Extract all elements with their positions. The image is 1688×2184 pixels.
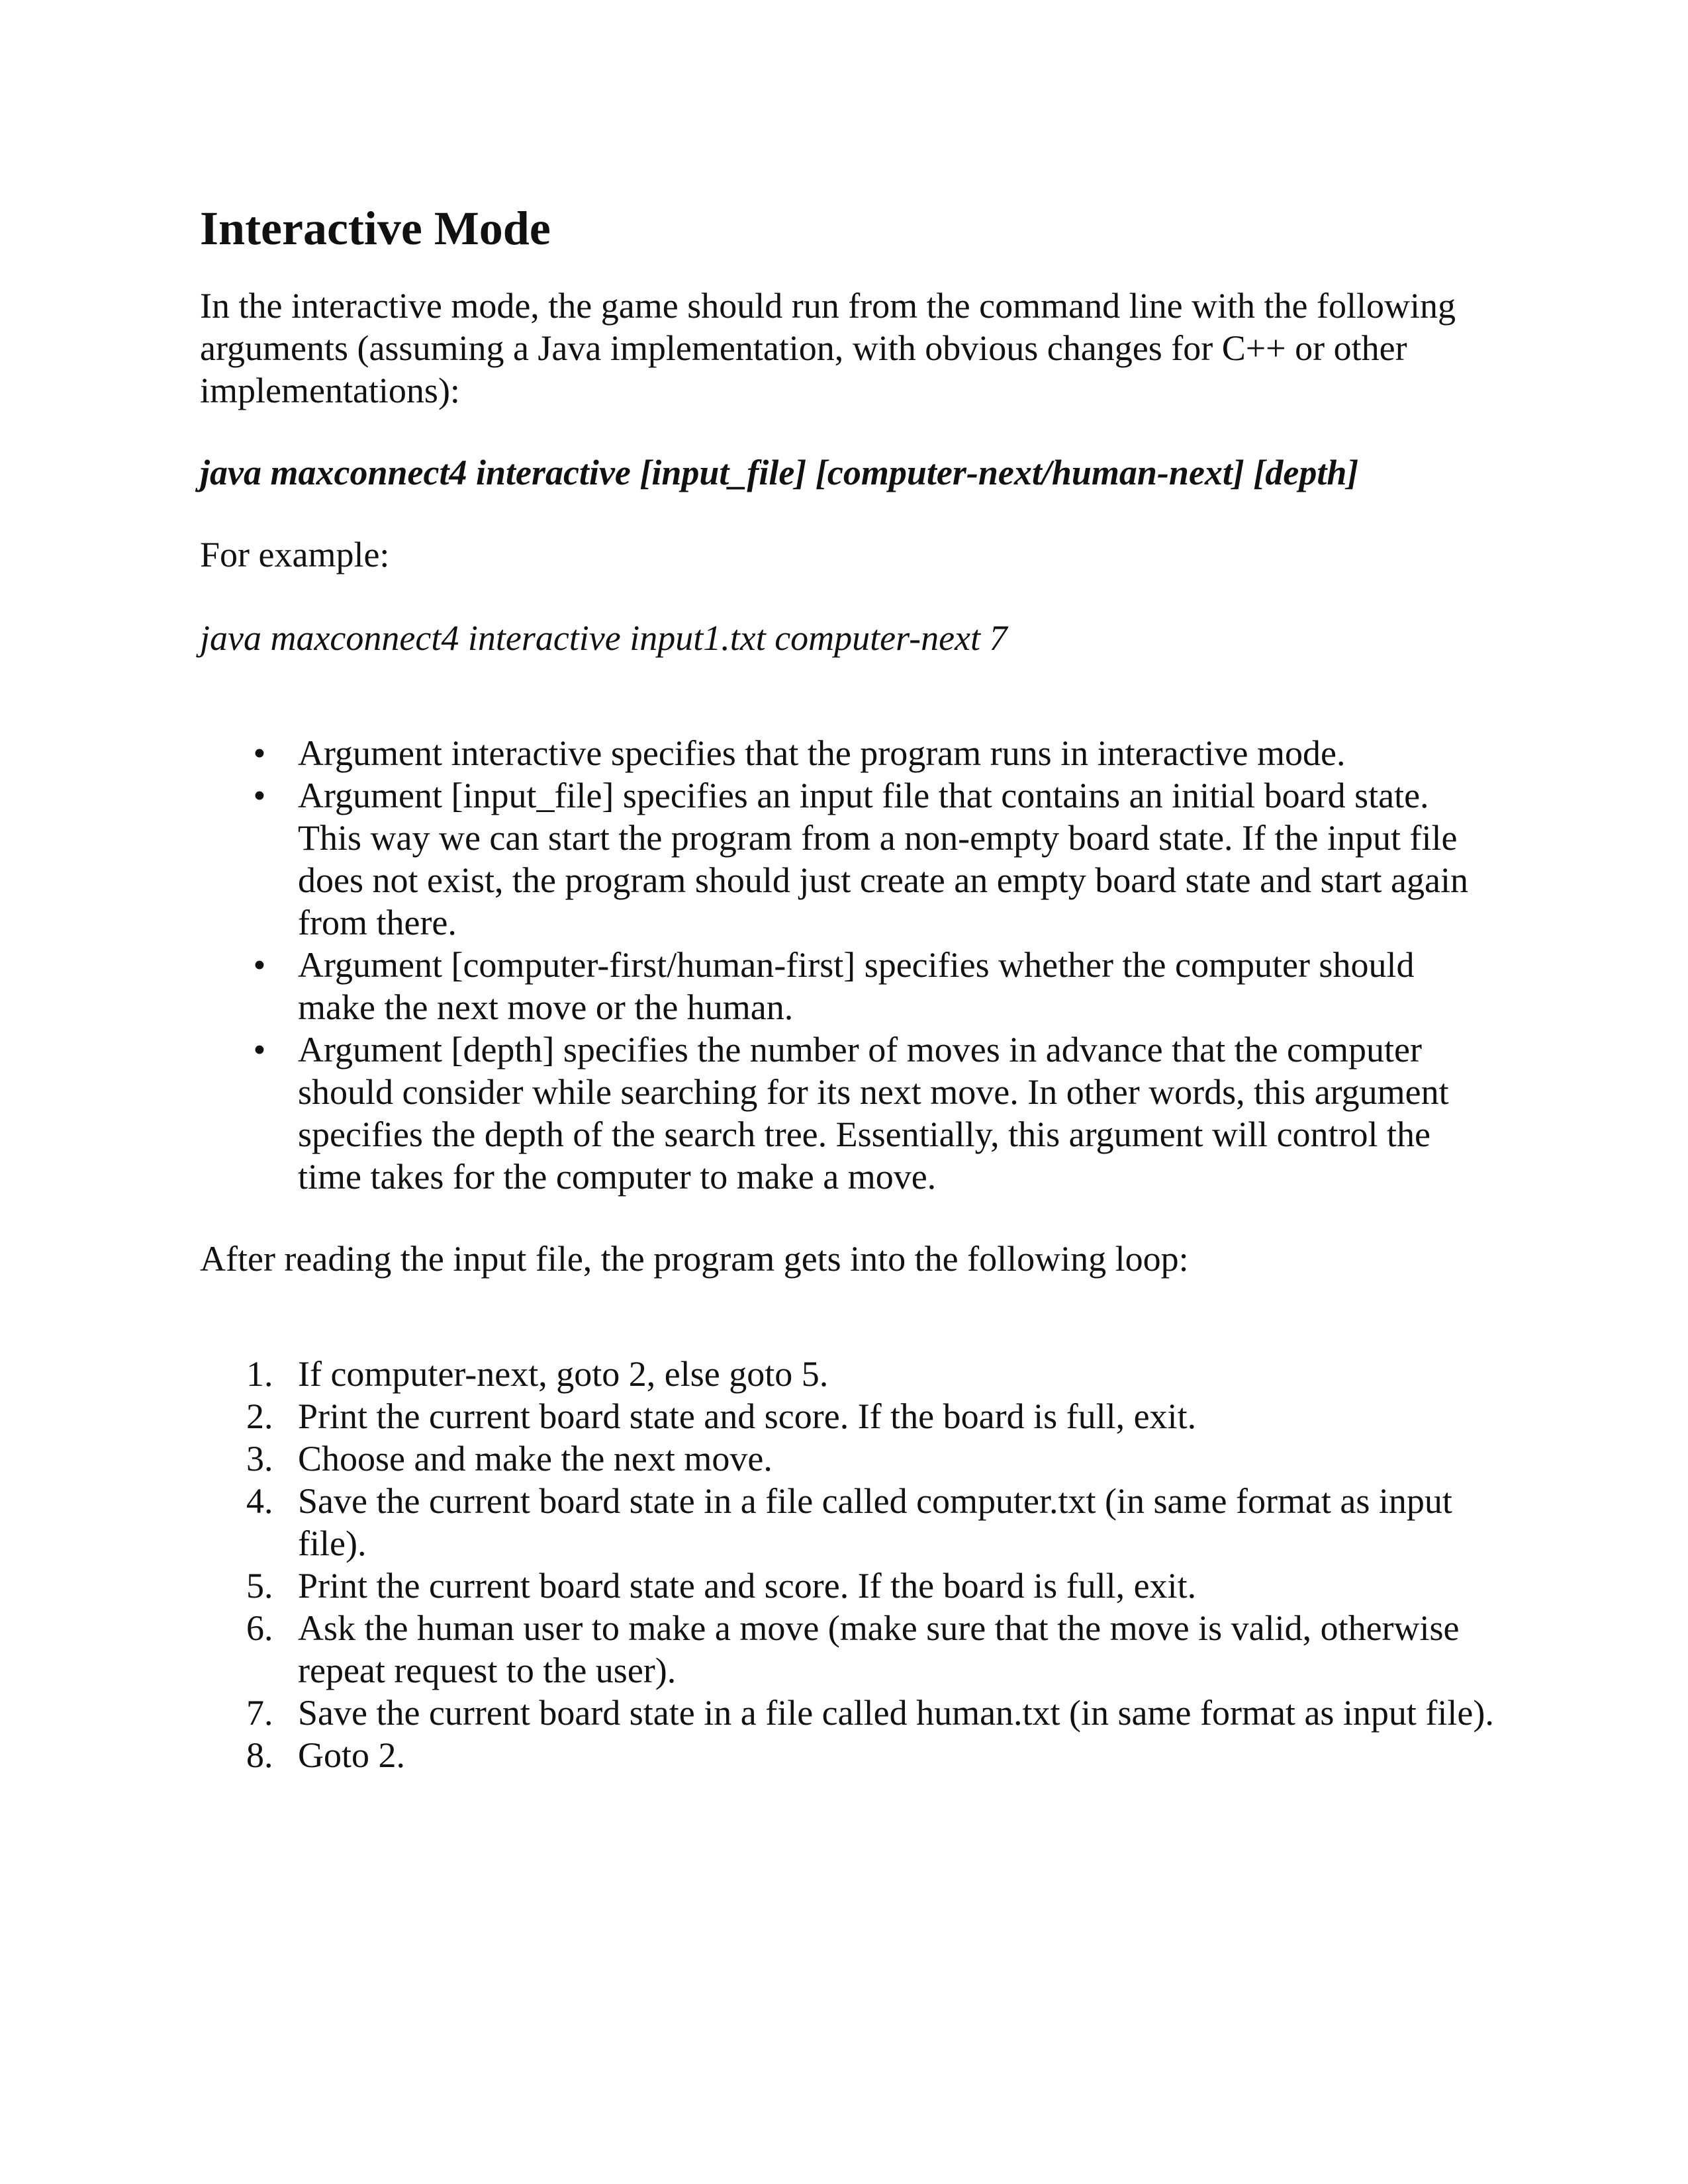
bullet-icon: • bbox=[253, 776, 266, 815]
step-text: Choose and make the next move. bbox=[298, 1439, 773, 1479]
list-item-text: Argument [input_file] specifies an input file that contains an initial board state. This way we can start the program from a non-empty board state. If the input file does not exist, the program should just create an empty board state and start again from there. bbox=[298, 776, 1468, 942]
list-item bbox=[200, 774, 1497, 944]
list-item-text: Argument interactive specifies that the program runs in interactive mode. bbox=[298, 733, 1346, 773]
step-number: 5. bbox=[246, 1566, 273, 1606]
step-text: Ask the human user to make a move (make sure that the move is valid, otherwise repeat request to the user). bbox=[298, 1608, 1460, 1690]
bullet-icon: • bbox=[253, 733, 266, 773]
list-item-text: Argument [depth] specifies the number of moves in advance that the computer should consider while searching for its next move. In other words, this argument specifies the depth of the search tree. Essentially, this argument will control the time takes for the computer to make a move. bbox=[298, 1030, 1449, 1197]
bullet-icon: • bbox=[253, 1030, 266, 1069]
command-syntax: java maxconnect4 interactive [input_file] [computer-next/human-next] [depth] bbox=[200, 453, 1359, 492]
step-text: Save the current board state in a file called computer.txt (in same format as input file). bbox=[298, 1481, 1452, 1563]
argument-list bbox=[200, 732, 1497, 1198]
list-item bbox=[200, 1353, 1497, 1395]
intro-paragraph: In the interactive mode, the game should run from the command line with the following arguments (assuming a Java implementation, with obvious changes for C++ or other implementations): bbox=[200, 286, 1456, 410]
list-item bbox=[200, 944, 1497, 1028]
step-text: Print the current board state and score. If the board is full, exit. bbox=[298, 1566, 1197, 1606]
step-number: 7. bbox=[246, 1693, 273, 1733]
list-item bbox=[200, 1480, 1497, 1565]
step-text: Save the current board state in a file called human.txt (in same format as input file). bbox=[298, 1693, 1494, 1733]
list-item bbox=[200, 1734, 1497, 1776]
step-text: If computer-next, goto 2, else goto 5. bbox=[298, 1354, 829, 1394]
step-number: 8. bbox=[246, 1735, 273, 1775]
step-number: 3. bbox=[246, 1439, 273, 1479]
list-item bbox=[200, 1395, 1497, 1437]
list-item bbox=[200, 1692, 1497, 1734]
list-item bbox=[200, 1607, 1497, 1692]
step-text: Print the current board state and score. If the board is full, exit. bbox=[298, 1396, 1197, 1436]
example-command: java maxconnect4 interactive input1.txt computer-next 7 bbox=[200, 618, 1008, 658]
loop-steps-list bbox=[200, 1353, 1497, 1776]
list-item bbox=[200, 1437, 1497, 1480]
list-item-text: Argument [computer-first/human-first] specifies whether the computer should make the next move or the human. bbox=[298, 945, 1415, 1027]
step-number: 2. bbox=[246, 1396, 273, 1436]
list-item bbox=[200, 1565, 1497, 1607]
bullet-icon: • bbox=[253, 945, 266, 985]
step-number: 4. bbox=[246, 1481, 273, 1521]
list-item bbox=[200, 732, 1497, 774]
list-item bbox=[200, 1028, 1497, 1198]
step-text: Goto 2. bbox=[298, 1735, 405, 1775]
page-title: Interactive Mode bbox=[200, 202, 551, 255]
step-number: 6. bbox=[246, 1608, 273, 1648]
document-page bbox=[200, 199, 1497, 1776]
loop-intro-paragraph: After reading the input file, the program gets into the following loop: bbox=[200, 1239, 1189, 1279]
for-example-label: For example: bbox=[200, 535, 390, 574]
step-number: 1. bbox=[246, 1354, 273, 1394]
